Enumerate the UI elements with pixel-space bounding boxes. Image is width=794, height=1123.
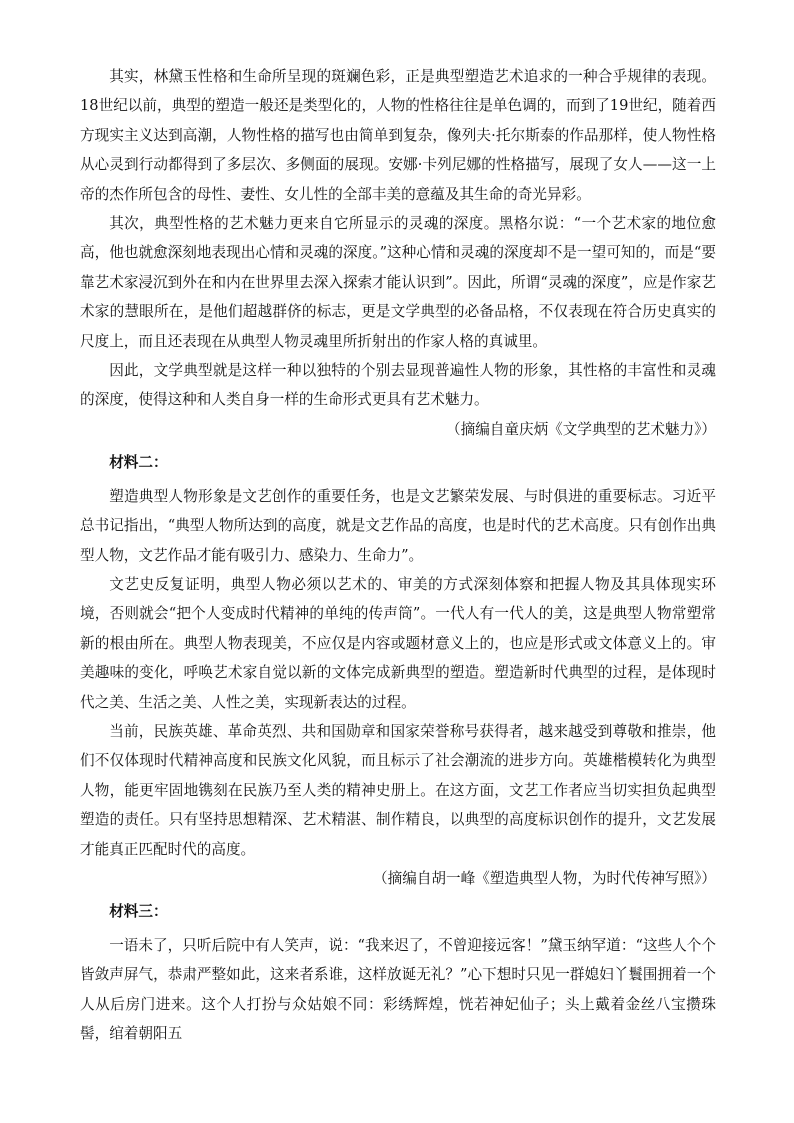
- document-page: [80, 62, 716, 1048]
- material2-paragraph-1: 塑造典型人物形象是文艺创作的重要任务，也是文艺繁荣发展、与时俱进的重要标志。习近平总书记指出，“典型人物所达到的高度，就是文艺作品的高度，也是时代的艺术高度。只有创作出典型人物，文艺作品才能有吸引力、感染力、生命力”。: [80, 487, 716, 564]
- material2-paragraph-2: 文艺史反复证明，典型人物必须以艺术的、审美的方式深刻体察和把握人物及其具体现实环境，否则就会“把个人变成时代精神的单纯的传声筒”。一代人有一代人的美，这是典型人物常塑常新的根由所在。典型人物表现美，不应仅是内容或题材意义上的，也应是形式或文体意义上的。审美趣味的变化，呼唤艺术家自觉以新的文体完成新典型的塑造。塑造新时代典型的过程，是体现时代之美、生活之美、人性之美，实现新表达的过程。: [80, 575, 716, 711]
- material2-source: （摘编自胡一峰《塑造典型人物，为时代传神写照》）: [373, 869, 716, 887]
- material1-paragraph-1: 其实，林黛玉性格和生命所呈现的斑斓色彩，正是典型塑造艺术追求的一种合乎规律的表现。18世纪以前，典型的塑造一般还是类型化的，人物的性格往往是单色调的，而到了19世纪，随着西方现实主义达到高潮，人物性格的描写也由简单到复杂，像列夫·托尔斯泰的作品那样，使人物性格从心灵到行动都得到了多层次、多侧面的展现。安娜·卡列尼娜的性格描写，展现了女人——这一上帝的杰作所包含的母性、妻性、女儿性的全部丰美的意蕴及其生命的奇光异彩。: [80, 68, 716, 203]
- material3-paragraph-1: 一语未了，只听后院中有人笑声，说：“我来迟了，不曾迎接远客！”黛玉纳罕道：“这些人个个皆敛声屏气，恭肃严整如此，这来者系谁，这样放诞无礼？”心下想时只见一群媳妇丫鬟围拥着一个人从后房门进来。这个人打扮与众姑娘不同：彩绣辉煌，恍若神妃仙子；头上戴着金丝八宝攒珠髻，绾着朝阳五: [80, 936, 716, 1042]
- material1-paragraph-2: 其次，典型性格的艺术魅力更来自它所显示的灵魂的深度。黑格尔说：“一个艺术家的地位愈高，他也就愈深刻地表现出心情和灵魂的深度。”这种心情和灵魂的深度却不是一望可知的，而是“要靠艺术家浸沉到外在和内在世界里去深入探索才能认识到”。因此，所谓“灵魂的深度”，应是作家艺术家的慧眼所在，是他们超越群侪的标志，更是文学典型的必备品格，不仅表现在符合历史真实的尺度上，而且还表现在从典型人物灵魂里所折射出的作家人格的真诚里。: [80, 215, 716, 350]
- material1-paragraph-3: 因此，文学典型就是这样一种以独特的个别去显现普遍性人物的形象，其性格的丰富性和灵魂的深度，使得这种和人类自身一样的生命形式更具有艺术魅力。: [80, 362, 716, 409]
- material2-heading: 材料二：: [109, 454, 168, 472]
- material3-heading: 材料三：: [109, 903, 168, 921]
- material1-source: （摘编自童庆炳《文学典型的艺术魅力》）: [446, 420, 716, 438]
- material2-paragraph-3: 当前，民族英雄、革命英烈、共和国勋章和国家荣誉称号获得者，越来越受到尊敬和推崇，他们不仅体现时代精神高度和民族文化风貌，而且标示了社会潮流的进步方向。英雄楷模转化为典型人物，能更牢固地镌刻在民族乃至人类的精神史册上。在这方面，文艺工作者应当切实担负起典型塑造的责任。只有坚持思想精深、艺术精湛、制作精良，以典型的高度标识创作的提升，文艺发展才能真正匹配时代的高度。: [80, 722, 716, 858]
